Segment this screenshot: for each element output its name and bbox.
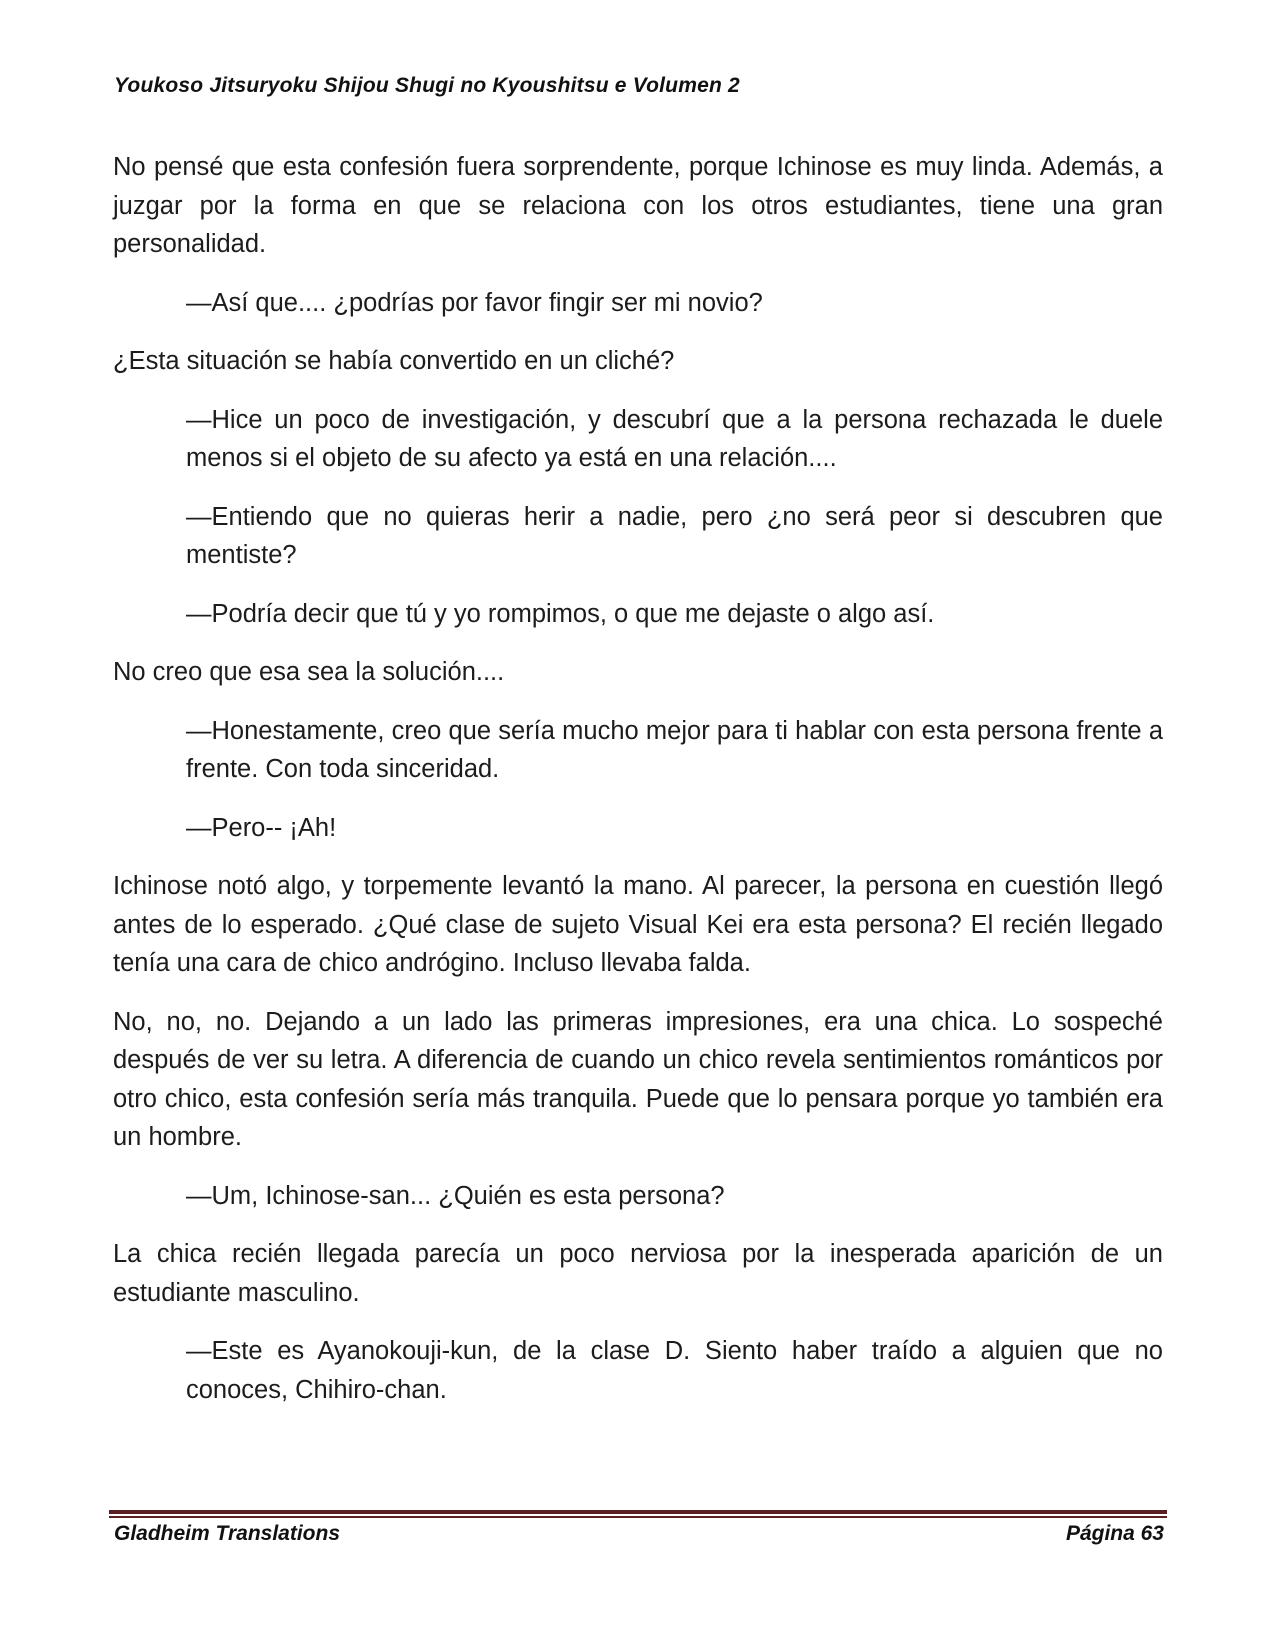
- footer-divider-thick: [109, 1510, 1167, 1514]
- footer-page-number: Página 63: [1065, 1522, 1164, 1545]
- paragraph-narration: ¿Esta situación se había convertido en un cliché?: [113, 347, 675, 375]
- paragraph-dialogue: —Um, Ichinose-san... ¿Quién es esta persona?: [186, 1181, 725, 1210]
- paragraph-dialogue: —Honestamente, creo que sería mucho mejor para ti hablar con esta persona frente a frente. Con toda sinceridad.: [186, 716, 1163, 783]
- footer-divider: [109, 1510, 1167, 1518]
- paragraph-narration: No creo que esa sea la solución....: [113, 658, 505, 686]
- body-text: [113, 148, 1163, 1429]
- paragraph-dialogue: —Hice un poco de investigación, y descubrí que a la persona rechazada le duele menos si el objeto de su afecto ya está en una relación....: [186, 405, 1163, 472]
- paragraph-narration: Ichinose notó algo, y torpemente levantó la mano. Al parecer, la persona en cuestión llegó antes de lo esperado. ¿Qué clase de sujeto Visual Kei era esta persona? El recién llegado tenía una cara de chico andrógino. Incluso llevaba falda.: [113, 872, 1163, 977]
- running-header: Youkoso Jitsuryoku Shijou Shugi no Kyoushitsu e Volumen 2: [114, 74, 740, 97]
- page-footer: [114, 1522, 1164, 1546]
- paragraph-narration: No, no, no. Dejando a un lado las primeras impresiones, era una chica. Lo sospeché después de ver su letra. A diferencia de cuando un chico revela sentimientos románticos por otro chico, esta confesión sería más tranquila. Puede que lo pensara porque yo también era un hombre.: [113, 1007, 1163, 1151]
- paragraph-narration: No pensé que esta confesión fuera sorprendente, porque Ichinose es muy linda. Además, a juzgar por la forma en que se relaciona con los otros estudiantes, tiene una gran personalidad.: [113, 153, 1163, 258]
- paragraph-narration: La chica recién llegada parecía un poco nerviosa por la inesperada aparición de un estudiante masculino.: [113, 1240, 1163, 1307]
- footer-publisher: Gladheim Translations: [114, 1522, 341, 1545]
- paragraph-dialogue: —Así que.... ¿podrías por favor fingir ser mi novio?: [186, 288, 763, 317]
- paragraph-dialogue: —Podría decir que tú y yo rompimos, o que me dejaste o algo así.: [186, 599, 935, 628]
- paragraph-dialogue: —Pero-- ¡Ah!: [186, 813, 337, 842]
- footer-divider-thin: [109, 1516, 1167, 1518]
- paragraph-dialogue: —Entiendo que no quieras herir a nadie, pero ¿no será peor si descubren que mentiste?: [186, 502, 1163, 569]
- paragraph-dialogue: —Este es Ayanokouji-kun, de la clase D. Siento haber traído a alguien que no conoces, Chihiro-chan.: [186, 1337, 1163, 1404]
